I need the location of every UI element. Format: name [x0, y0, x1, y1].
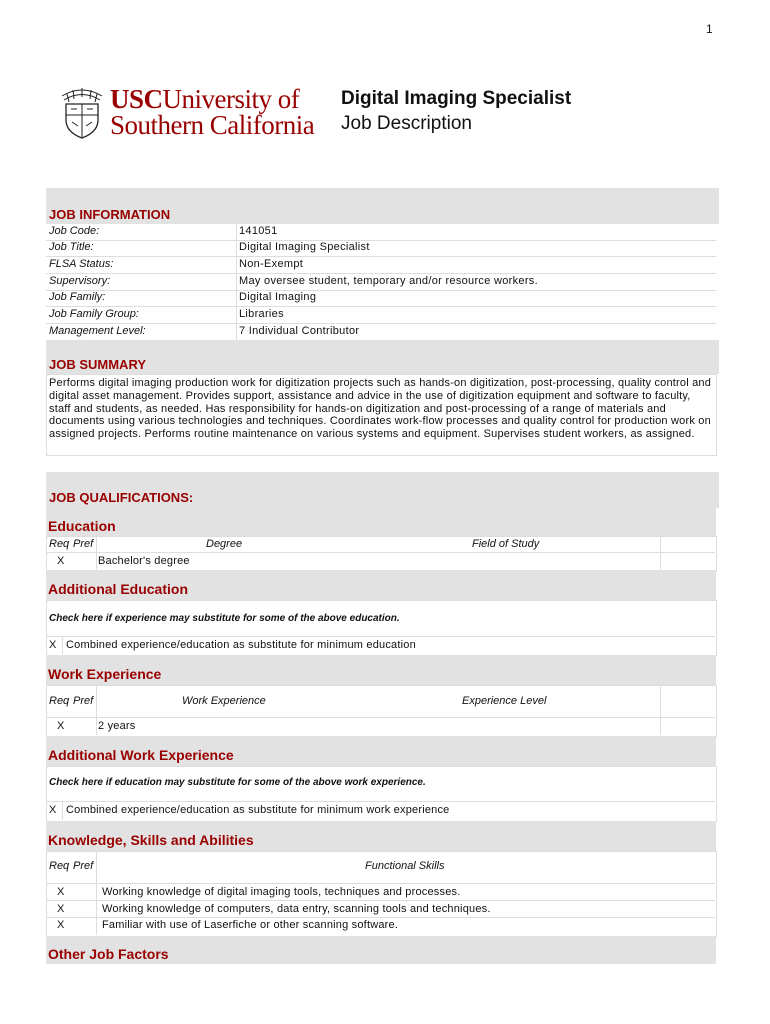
edu-col-req: Req [49, 538, 70, 550]
add-edu-col-divider [62, 636, 63, 654]
ksa-skill-text: Familiar with use of Laserfiche or other scanning software. [102, 919, 399, 931]
additional-work-note: Check here if education may substitute for some of the above work experience. [49, 777, 426, 788]
ksa-col-divider [96, 851, 97, 935]
info-row: FLSA Status: Non-Exempt [46, 257, 716, 274]
work-col-req: Req [49, 695, 70, 707]
other-job-factors-heading: Other Job Factors [48, 946, 169, 962]
additional-education-note: Check here if experience may substitute for some of the above education. [49, 613, 400, 624]
work-col-divider [660, 685, 661, 735]
additional-work-heading: Additional Work Experience [48, 747, 234, 763]
work-req-mark: X [57, 720, 65, 732]
ksa-col-pref: Pref [73, 860, 94, 872]
edu-col-divider [660, 536, 661, 570]
add-work-divider [46, 801, 715, 802]
usc-seal-icon [58, 82, 106, 140]
info-row: Supervisory: May oversee student, temporary and/or resource workers. [46, 274, 716, 291]
edu-col-degree: Degree [206, 538, 243, 550]
ksa-req-mark: X [57, 919, 65, 931]
ksa-skill-text: Working knowledge of digital imaging tools, techniques and processes. [102, 886, 461, 898]
additional-education-mark: X [49, 639, 57, 651]
ksa-heading: Knowledge, Skills and Abilities [48, 832, 254, 848]
info-row: Job Family Group: Libraries [46, 307, 716, 324]
info-row: Job Family: Digital Imaging [46, 290, 716, 307]
job-qualifications-heading: JOB QUALIFICATIONS: [49, 490, 194, 505]
work-col-level: Experience Level [462, 695, 547, 707]
work-experience-table [46, 685, 717, 737]
additional-education-text: Combined experience/education as substitute for minimum education [66, 639, 416, 651]
education-heading: Education [48, 518, 116, 534]
info-row: Management Level: 7 Individual Contributor [46, 324, 716, 341]
additional-work-mark: X [49, 804, 57, 816]
additional-education-heading: Additional Education [48, 581, 188, 597]
page-number: 1 [706, 22, 713, 36]
job-summary-text: Performs digital imaging production work for digitization projects such as hands-on digitization, post-processing, quality control and digital asset management. Provides support, assistance and advice in the use of digitization equipment and software to faculty, staff and students, as needed. Has responsibility for hands-on digitization and post-processing of a range of materials and documents using various technologies and techniques. Coordinates work-flow processes and quality control for production work on assigned projects. Performs routine maintenance on various systems and equipment. Supervises student workers, as assigned. [49, 377, 712, 441]
document-title: Digital Imaging Specialist [341, 88, 572, 109]
edu-col-field: Field of Study [472, 538, 540, 550]
edu-row-divider [46, 552, 715, 553]
ksa-row-divider [46, 900, 715, 901]
ksa-req-mark: X [57, 903, 65, 915]
work-col-experience: Work Experience [182, 695, 266, 707]
work-col-divider [96, 685, 97, 735]
ksa-row-divider [46, 917, 715, 918]
ksa-col-req: Req [49, 860, 70, 872]
work-experience-heading: Work Experience [48, 666, 162, 682]
edu-col-pref: Pref [73, 538, 94, 550]
work-experience-value: 2 years [98, 720, 136, 732]
add-edu-divider [46, 636, 715, 637]
job-summary-band [46, 340, 719, 374]
education-band [46, 508, 716, 536]
edu-req-mark: X [57, 555, 65, 567]
edu-col-divider [96, 536, 97, 570]
job-information-heading: JOB INFORMATION [49, 207, 171, 222]
work-col-pref: Pref [73, 695, 94, 707]
edu-degree-value: Bachelor's degree [98, 555, 190, 567]
ksa-skill-text: Working knowledge of computers, data entry, scanning tools and techniques. [102, 903, 491, 915]
additional-work-text: Combined experience/education as substitute for minimum work experience [66, 804, 450, 816]
usc-wordmark-line1: USCUniversity of [110, 84, 300, 114]
ksa-row-divider [46, 883, 715, 884]
ksa-col-skills: Functional Skills [365, 860, 445, 872]
info-row: Job Title: Digital Imaging Specialist [46, 240, 716, 257]
ksa-req-mark: X [57, 886, 65, 898]
job-summary-heading: JOB SUMMARY [49, 357, 147, 372]
info-row: Job Code: 141051 [46, 224, 716, 241]
document-subtitle: Job Description [341, 113, 472, 134]
add-work-col-divider [62, 801, 63, 820]
usc-wordmark-line2: Southern California [110, 110, 315, 140]
work-row-divider [46, 717, 715, 718]
